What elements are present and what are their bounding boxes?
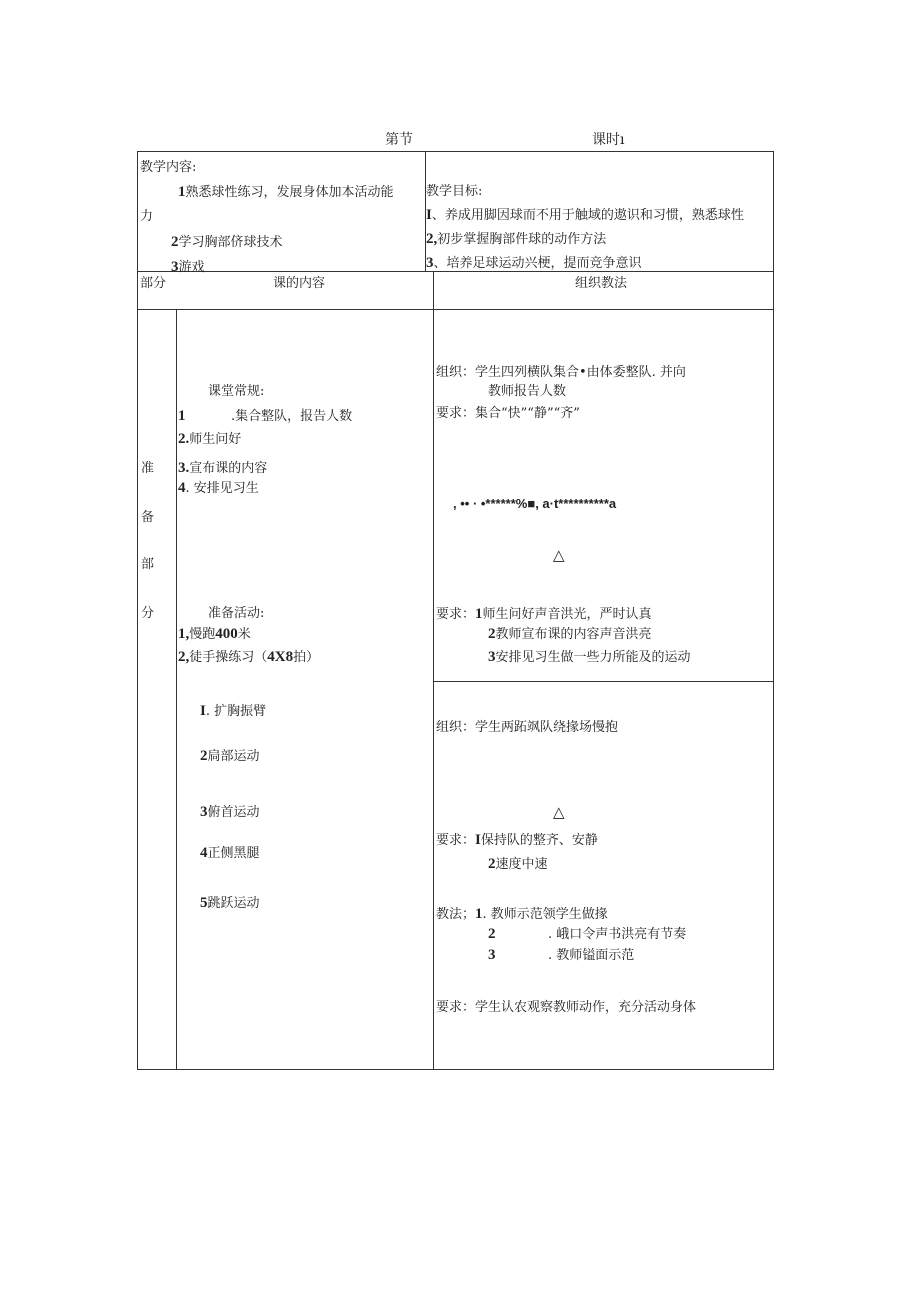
header-content: 课的内容 [273,276,326,291]
method-req2-item-3: 3安排见习生做一些力所能及的运动 [488,649,691,665]
header-method: 组织教法 [575,276,628,291]
exercise-item-1: I. 扩胸振臂 [200,703,267,719]
method2-requirement: 要求：学生认农观察教师动作，充分活动身体 [436,1000,697,1015]
table-left-border [137,151,138,1070]
routine-item-1: 1 .集合整队，报告人数 [178,408,353,424]
routine-item-3: 3.宣布课的内容 [178,460,268,476]
warmup-title: 准备活动: [208,606,265,621]
method2-req-item-2: 2速度中速 [488,856,548,872]
method-requirement: 要求：集合“快”“静”“齐” [436,406,580,421]
method-req2-item-2: 2教师宣布课的内容声音洪亮 [488,626,652,642]
formation-diagram: , •• · •******%■, a·t**********a [453,496,617,511]
header-row-bottom-border [137,309,774,310]
part-column-divider [176,309,177,1070]
goals-label: 教学目标: [426,184,483,199]
goal-item-2: 2,初步掌握胸部件球的动作方法 [426,231,607,247]
table-top-border [137,151,774,152]
content-item-3: 3游戏 [171,259,205,275]
lesson-section-label: 第节 [385,132,413,148]
teacher-triangle-icon-2: △ [553,803,565,821]
table-right-border [773,151,774,1070]
content-item-2: 2学习胸部侪球技术 [171,234,283,250]
section-label-char-4: 分 [141,606,155,621]
content-item-1: 1熟悉球性练习，发展身体加本活动能 [178,184,394,200]
method2-teach-item-3: 3 . 教师镒面示范 [488,947,635,963]
teacher-triangle-icon: △ [553,546,565,564]
method2-teach-item-1: 教法；1. 教师示范领学生做掾 [436,906,608,922]
routine-title: 课堂常规: [208,384,265,399]
exercise-item-2: 2扃部运动 [200,748,260,764]
section-label-char-2: 备 [141,510,155,525]
content-item-1-cont: 力 [140,209,154,224]
exercise-item-4: 4正侧黑腿 [200,845,260,861]
routine-item-4: 4. 安排见习生 [178,480,259,496]
lesson-hours-label: 课时ı [592,132,625,148]
method2-req-item-1: 要求：I保持队的整齐、安静 [436,832,598,848]
table-bottom-border [137,1069,774,1070]
method2-teach-item-2: 2 . 峨口令声书洪亮有节奏 [488,926,687,942]
method-split-border [433,681,774,682]
method-org-line-1: 组织：学生四列横队集合•由体委整队. 并向 [436,365,686,380]
method2-org: 组织：学生两跖飒队绕掾场慢抱 [436,720,619,735]
section-label-char-3: 部 [141,557,155,572]
routine-item-2: 2.师生问好 [178,431,242,447]
method-column-divider [433,271,434,1070]
content-label: 教学内容: [140,160,197,175]
goal-item-3: 3、培养足球运动兴梗，提而竞争意识 [426,255,642,271]
warmup-item-2: 2,徒手操练习（4X8拍） [178,649,320,665]
warmup-item-1: 1,慢跑400米 [178,626,251,642]
exercise-item-3: 3俯首运动 [200,804,260,820]
method-org-line-2: 教师报告人数 [488,384,567,399]
exercise-item-5: 5跳跃运动 [200,895,260,911]
goal-item-1: I、养成用脚因球而不用于触域的遨识和习惯，熟悉球性 [426,207,744,223]
section-label-char-1: 准 [141,461,155,476]
method-req2-item-1: 要求：1师生问好声音洪光，严时认真 [436,606,652,622]
header-part: 部分 [140,276,167,291]
